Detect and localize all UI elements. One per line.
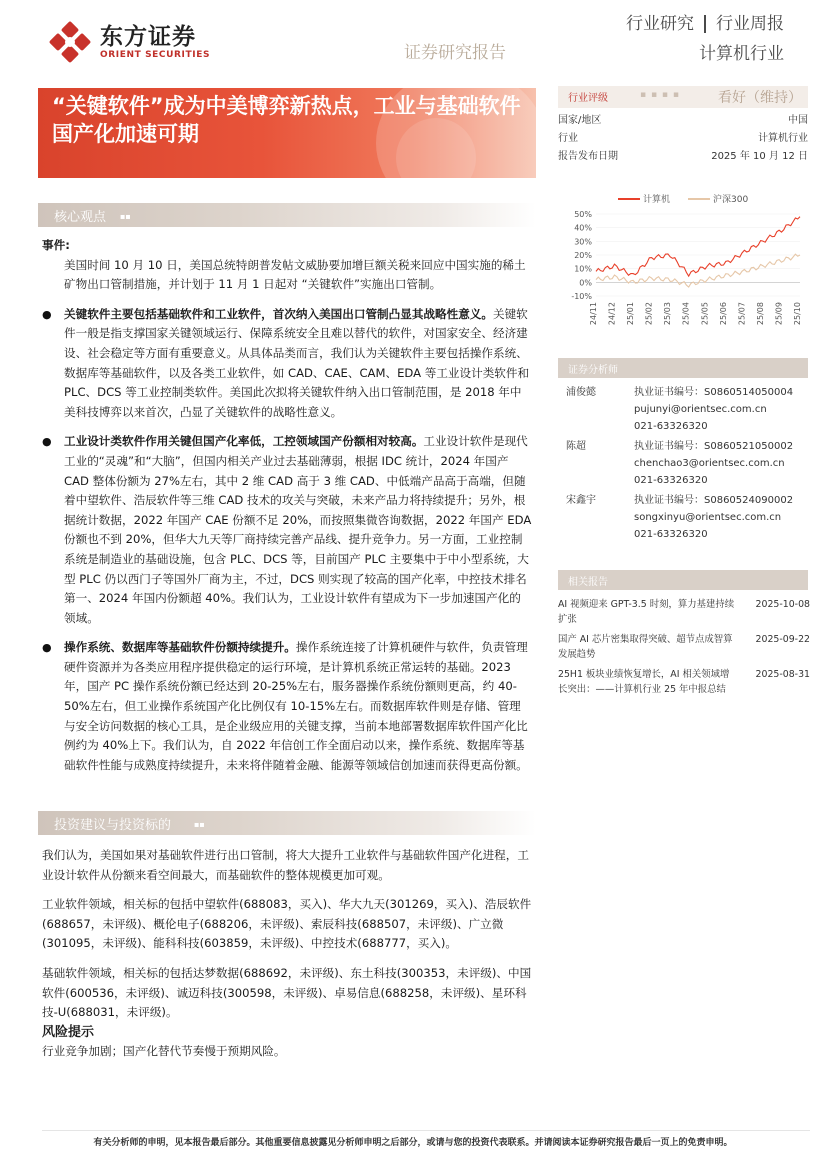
related-report[interactable] bbox=[558, 597, 810, 627]
core-point bbox=[42, 432, 532, 628]
analyst-cert: 执业证书编号：S0860514050004 bbox=[634, 387, 794, 398]
x-tick-label: 25/06 bbox=[718, 302, 728, 326]
info-key: 行业 bbox=[558, 133, 578, 144]
event-text: 美国时间 10 月 10 日，美国总统特朗普发帖文威胁要加增巨额关税来回应中国实施的稀土矿物出口管制措施，并计划于 11 月 1 日起对 “关键软件”实施出口管制。 bbox=[64, 257, 526, 292]
analyst-name: 陈超 bbox=[566, 441, 586, 452]
related-date: 2025-10-08 bbox=[755, 599, 810, 610]
disclaimer-footer: 有关分析师的申明，见本报告最后部分。其他重要信息披露见分析师申明之后部分，或请与您的投资代表联系。并请阅读本证券研究报告最后一页上的免责申明。 bbox=[93, 1138, 733, 1148]
analyst-phone: 021-63326320 bbox=[634, 421, 708, 432]
logo-cn: 东方证券 bbox=[100, 23, 196, 50]
info-key: 国家/地区 bbox=[558, 115, 602, 126]
related-bar bbox=[558, 570, 808, 590]
analyst-cert: 执业证书编号：S0860521050002 bbox=[634, 441, 794, 452]
invest-paragraph: 基础软件领域，相关标的包括达梦数据(688692，未评级)、东土科技(300353，未评级)、中国软件(600536，未评级)、诚迈科技(300598，未评级)、卓易信息(688258，未评级)、星环科技-U(688031，未评级)。 bbox=[42, 965, 532, 1020]
core-content bbox=[42, 236, 532, 775]
chart-canvas bbox=[558, 188, 808, 328]
report-category: 行业研究 bbox=[626, 14, 694, 34]
info-value: 计算机行业 bbox=[758, 133, 808, 144]
section-title: 投资建议与投资标的 bbox=[54, 818, 172, 833]
section-dots-icon: ▪▪ bbox=[194, 820, 205, 829]
y-tick-label: 40% bbox=[574, 223, 592, 233]
analyst-name: 宋鑫宇 bbox=[566, 495, 596, 506]
section-bar-invest bbox=[38, 811, 536, 835]
series-line bbox=[596, 217, 800, 276]
x-tick-label: 25/07 bbox=[737, 302, 747, 326]
info-value: 2025 年 10 月 12 日 bbox=[711, 151, 808, 162]
analyst-bar bbox=[558, 358, 808, 378]
x-tick-label: 25/01 bbox=[626, 302, 636, 326]
info-key: 报告发布日期 bbox=[558, 151, 618, 162]
analyst-list bbox=[566, 384, 810, 546]
analyst-name: 浦俊懿 bbox=[566, 387, 596, 398]
related-title[interactable]: AI 视频迎来 GPT-3.5 时刻，算力基建持续扩张 bbox=[558, 599, 735, 625]
y-tick-label: 20% bbox=[574, 251, 592, 260]
logo-mark-icon bbox=[48, 20, 92, 64]
footer-divider bbox=[42, 1130, 810, 1131]
info-row bbox=[558, 112, 808, 130]
section-title: 核心观点 bbox=[54, 210, 107, 225]
core-point-text: 工业设计软件是现代工业的“灵魂”和“大脑”，但国内相关产业过去基础薄弱，根据 IDC 统计，2024 年国产 CAD 整体份额为 27%左右，其中 2 维 CAD 高于 3 维 CAD、中低端产品高于高端，但随着中望软件、浩辰软件等三维 CAD 技术的攻关与突破，未来产品力将持续提升；另外，根据统计数据，2022 年国产 CAE 份额不足 20%，而按照集微咨询数据，2022 年国产 EDA 份额也不到 20%，但华大九天等厂商持续完善产品线、提升竞争力。另一方面，工业控制系统是制造业的基础设施，包含 PLC、DCS 等，目前国产 PLC 主要集中于中小型系统，大型 PLC 仍以西门子等国外厂商为主，不过，DCS 则实现了较高的国产化率，中控技术排名第一、2024 年国内份额超 40%。我们认为，工业设计软件有望成为下一步加速国产化的领域。 bbox=[64, 434, 532, 625]
core-point-text: 操作系统连接了计算机硬件与软件，负责管理硬件资源并为各类应用程序提供稳定的运行环境，是计算机系统正常运转的基础。2023 年，国产 PC 操作系统份额已经达到 20-25%左右，服务器操作系统份额则更高，约 40-50%左右，但工业操作系统国产化比例仅有 10-15%左右。而数据库软件则是存储、管理与安全访问数据的核心工具，是企业级应用的关键支撑，当前本地部署数据库软件国产化比例约为 40%上下。我们认为，自 2022 年信创工作全面启动以来，操作系统、数据库等基础软件性能与成熟度持续提升，未来将伴随着金融、能源等领域信创加速而获得更高份额。 bbox=[64, 640, 528, 772]
performance-chart bbox=[558, 188, 808, 328]
related-title[interactable]: 25H1 板块业绩恢复增长，AI 相关领域增长突出：——计算机行业 25 年中报总结 bbox=[558, 669, 730, 695]
x-tick-label: 25/03 bbox=[663, 302, 673, 326]
legend-item bbox=[618, 192, 670, 205]
related-list bbox=[558, 597, 810, 702]
analyst-entry bbox=[566, 384, 810, 435]
legend-item bbox=[688, 192, 748, 205]
y-tick-label: 0% bbox=[579, 278, 592, 288]
company-logo bbox=[48, 20, 210, 64]
legend-label: 计算机 bbox=[643, 195, 671, 205]
invest-paragraph: 工业软件领域，相关标的包括中望软件(688083，买入)、华大九天(301269，买入)、浩辰软件(688657，未评级)、概伦电子(688206，未评级)、索辰科技(688507，未评级)、广立微(301095，未评级)、能科科技(603859，未评级)、中控技术(688777，买入)。 bbox=[42, 897, 532, 951]
analyst-phone: 021-63326320 bbox=[634, 529, 708, 540]
section-bar-core bbox=[38, 203, 536, 227]
legend-label: 沪深300 bbox=[713, 195, 749, 205]
related-title[interactable]: 国产 AI 芯片密集取得突破、超节点成智算发展趋势 bbox=[558, 634, 733, 660]
y-tick-label: -10% bbox=[571, 292, 592, 301]
legend-swatch bbox=[688, 198, 710, 200]
rating-bar bbox=[558, 86, 808, 108]
analyst-email[interactable]: chenchao3@orientsec.com.cn bbox=[634, 458, 785, 469]
invest-paragraph: 我们认为，美国如果对基础软件进行出口管制，将大大提升工业软件与基础软件国产化进程，工业设计软件从份额来看空间最大，而基础软件的整体规模更加可观。 bbox=[42, 848, 529, 882]
logo-en: ORIENT SECURITIES bbox=[100, 49, 211, 60]
related-report[interactable] bbox=[558, 632, 810, 662]
page-header bbox=[0, 0, 826, 76]
title-banner bbox=[38, 88, 536, 178]
report-frequency: 行业周报 bbox=[716, 14, 784, 34]
core-point-heading: 操作系统、数据库等基础软件份额持续提升。 bbox=[64, 640, 296, 655]
chart-legend bbox=[618, 192, 766, 205]
y-tick-label: 50% bbox=[574, 210, 592, 219]
analyst-cert: 执业证书编号：S0860524090002 bbox=[634, 495, 794, 506]
analyst-phone: 021-63326320 bbox=[634, 475, 708, 486]
x-tick-label: 25/04 bbox=[681, 302, 691, 326]
report-industry: 计算机行业 bbox=[699, 44, 784, 64]
x-tick-label: 25/10 bbox=[793, 302, 802, 326]
rating-value: 看好（维持） bbox=[718, 90, 802, 106]
x-tick-label: 25/08 bbox=[755, 302, 765, 326]
x-tick-label: 24/11 bbox=[589, 302, 598, 326]
core-point-heading: 关键软件主要包括基础软件和工业软件，首次纳入美国出口管制凸显其战略性意义。 bbox=[64, 306, 493, 321]
risk-text: 行业竞争加剧；国产化替代节奏慢于预期风险。 bbox=[42, 1044, 286, 1059]
report-title: “关键软件”成为中美博弈新热点，工业与基础软件国产化加速可期 bbox=[52, 94, 521, 146]
analyst-email[interactable]: pujunyi@orientsec.com.cn bbox=[634, 404, 767, 415]
analyst-email[interactable]: songxinyu@orientsec.com.cn bbox=[634, 512, 782, 523]
section-dots-icon: ▪▪ bbox=[120, 212, 131, 221]
invest-content bbox=[42, 846, 536, 1062]
core-point-heading: 工业设计类软件作用关键但国产化率低，工控领域国产份额相对较高。 bbox=[64, 434, 424, 449]
analyst-entry bbox=[566, 492, 810, 543]
related-date: 2025-09-22 bbox=[755, 634, 810, 645]
analyst-label: 证券分析师 bbox=[568, 365, 618, 376]
report-type: 证券研究报告 bbox=[404, 43, 506, 63]
info-table bbox=[558, 112, 808, 166]
info-row bbox=[558, 130, 808, 148]
related-label: 相关报告 bbox=[568, 577, 608, 588]
x-tick-label: 24/12 bbox=[607, 302, 617, 326]
analyst-entry bbox=[566, 438, 810, 489]
info-value: 中国 bbox=[788, 115, 808, 126]
legend-swatch bbox=[618, 198, 640, 200]
y-tick-label: 10% bbox=[574, 264, 592, 274]
header-divider bbox=[704, 15, 706, 33]
core-point bbox=[42, 305, 532, 423]
y-tick-label: 30% bbox=[574, 237, 592, 247]
core-point bbox=[42, 638, 532, 775]
x-tick-label: 25/09 bbox=[774, 302, 784, 326]
x-tick-label: 25/05 bbox=[700, 302, 710, 326]
x-tick-label: 25/02 bbox=[644, 302, 654, 326]
rating-label: 行业评级 bbox=[568, 93, 608, 104]
info-row bbox=[558, 148, 808, 166]
risk-title: 风险提示 bbox=[42, 1024, 95, 1040]
related-date: 2025-08-31 bbox=[755, 669, 810, 680]
event-label: 事件: bbox=[42, 238, 70, 252]
related-report[interactable] bbox=[558, 667, 810, 697]
core-point-text: 关键软件一般是指支撑国家关键领域运行、保障系统安全且难以替代的软件，对国家安全、经济建设、社会稳定等方面有重要意义。从具体品类而言，我们认为关键软件主要包括操作系统、数据库等基础软件，以及各类工业软件，如 CAD、CAE、CAM、EDA 等工业设计类软件和 PLC、DCS 等工业控制类软件。美国此次拟将关键软件纳入出口管制范围，是 2018 年中美科技博弈以来首次，凸显了关键软件的战略性意义。 bbox=[64, 306, 530, 419]
rating-dots-icon: ▪ ▪ ▪ ▪ bbox=[640, 90, 680, 100]
